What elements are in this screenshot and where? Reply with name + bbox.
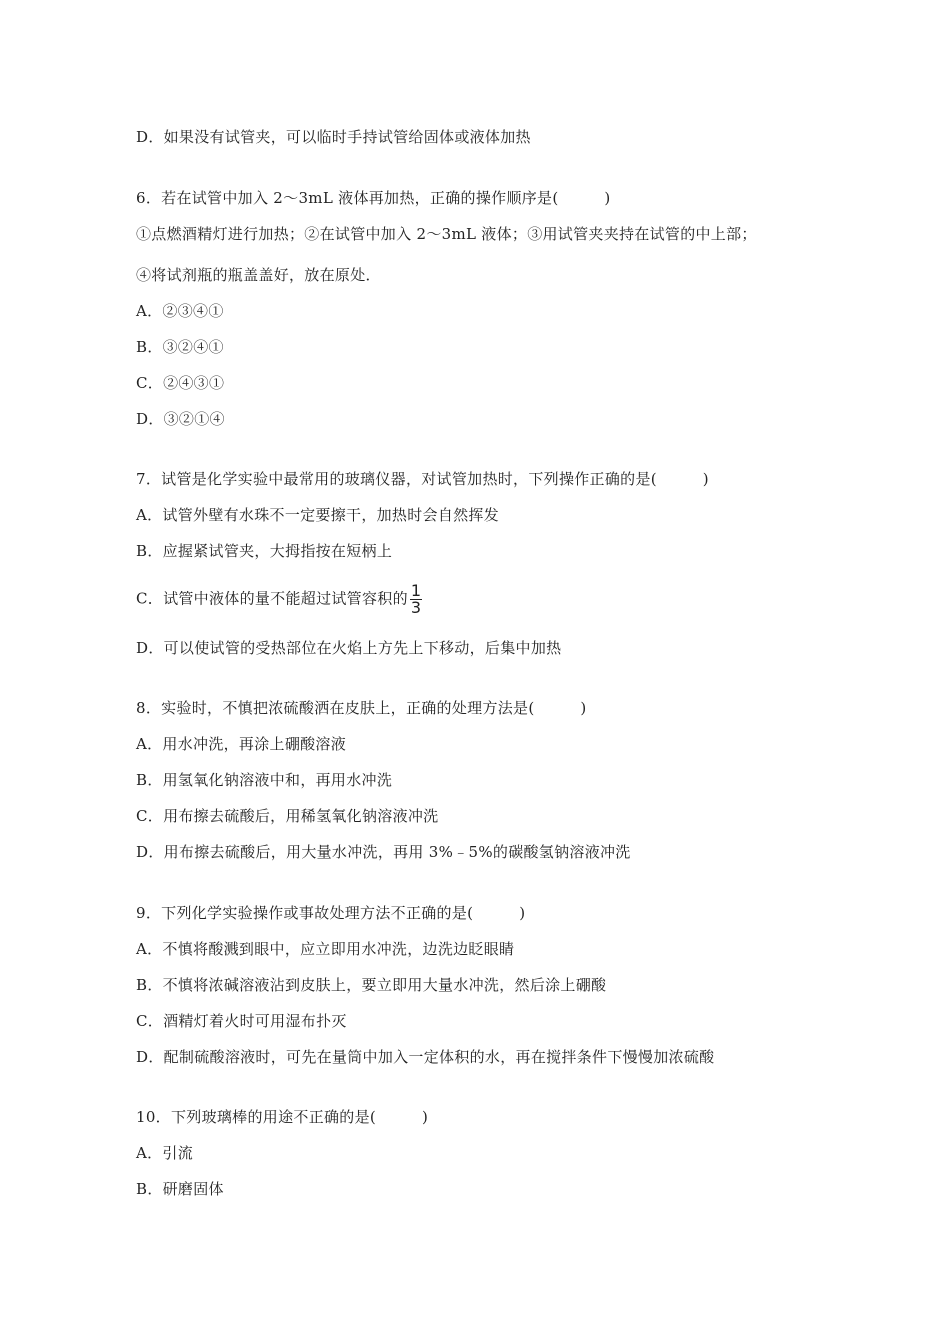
q7-option-c-text: C．试管中液体的量不能超过试管容积的 (136, 589, 408, 608)
q8-option-b: B．用氢氧化钠溶液中和，再用水冲洗 (136, 771, 393, 789)
q6-option-a: A．②③④① (136, 302, 224, 320)
q10-option-a: A．引流 (136, 1144, 194, 1162)
q10-option-b: B．研磨固体 (136, 1180, 224, 1198)
q6-option-d: D．③②①④ (136, 410, 225, 428)
q8-option-c: C．用布擦去硫酸后，用稀氢氧化钠溶液冲洗 (136, 807, 439, 825)
q6-option-b: B．③②④① (136, 338, 224, 356)
q9-option-d: D．配制硫酸溶液时，可先在量筒中加入一定体积的水，再在搅拌条件下慢慢加浓硫酸 (136, 1048, 715, 1066)
q10-stem: 10．下列玻璃棒的用途不正确的是( ) (136, 1108, 429, 1126)
q7-stem: 7．试管是化学实验中最常用的玻璃仪器，对试管加热时，下列操作正确的是( ) (136, 470, 709, 488)
fraction-denominator: 3 (410, 598, 422, 617)
q7-option-d: D．可以使试管的受热部位在火焰上方先上下移动，后集中加热 (136, 639, 562, 657)
q9-stem: 9．下列化学实验操作或事故处理方法不正确的是( ) (136, 904, 526, 922)
fraction-one-third (410, 583, 422, 616)
q7-option-b: B．应握紧试管夹，大拇指按在短柄上 (136, 542, 393, 560)
q8-stem: 8．实验时，不慎把浓硫酸洒在皮肤上，正确的处理方法是( ) (136, 699, 587, 717)
q5-option-d: D．如果没有试管夹，可以临时手持试管给固体或液体加热 (136, 128, 531, 146)
q7-option-a: A．试管外壁有水珠不一定要擦干，加热时会自然挥发 (136, 506, 500, 524)
q6-stem: 6．若在试管中加入 2～3mL 液体再加热，正确的操作顺序是( ) (136, 189, 611, 207)
q8-option-a: A．用水冲洗，再涂上硼酸溶液 (136, 735, 347, 753)
q9-option-a: A．不慎将酸溅到眼中，应立即用水冲洗，边洗边眨眼睛 (136, 940, 515, 958)
q7-option-c (136, 583, 422, 616)
q9-option-b: B．不慎将浓碱溶液沾到皮肤上，要立即用大量水冲洗，然后涂上硼酸 (136, 976, 607, 994)
q6-steps-line-2: ④将试剂瓶的瓶盖盖好，放在原处． (136, 266, 381, 284)
q9-option-c: C．酒精灯着火时可用湿布扑灭 (136, 1012, 347, 1030)
fraction-numerator: 1 (410, 581, 422, 600)
q6-option-c: C．②④③① (136, 374, 225, 392)
q8-option-d: D．用布擦去硫酸后，用大量水冲洗，再用 3%﹣5%的碳酸氢钠溶液冲洗 (136, 843, 631, 861)
q6-steps-line-1: ①点燃酒精灯进行加热；②在试管中加入 2～3mL 液体；③用试管夹夹持在试管的中上部； (136, 225, 757, 243)
